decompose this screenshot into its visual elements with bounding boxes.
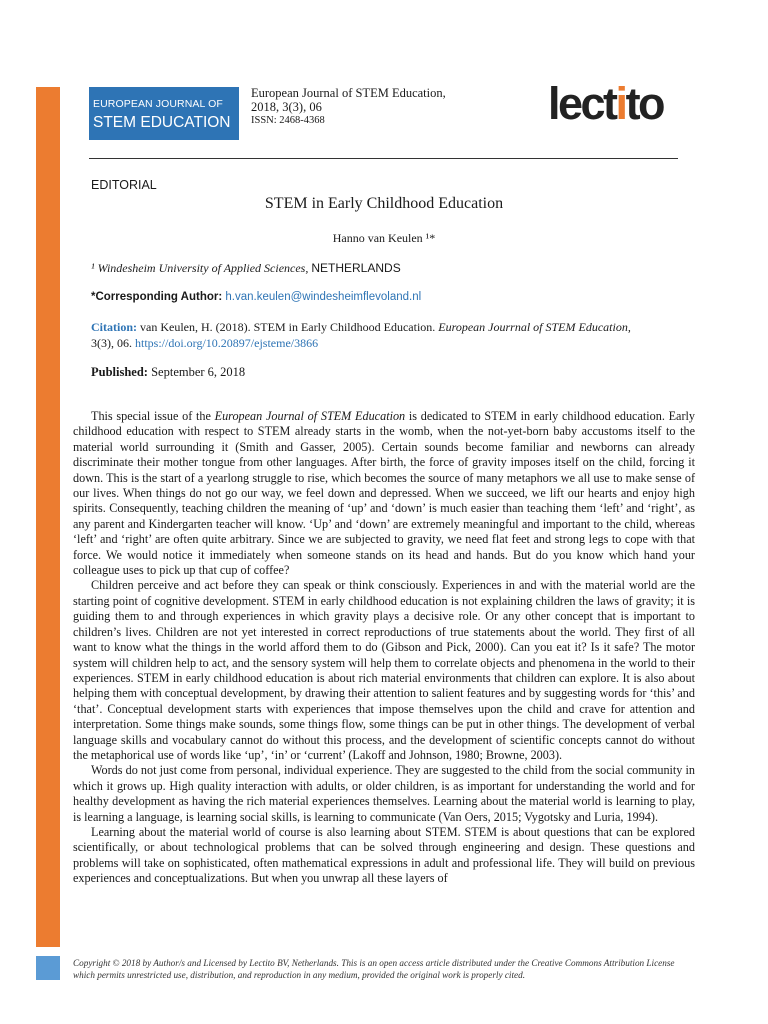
- published-label: Published:: [91, 365, 148, 379]
- article-author: Hanno van Keulen ¹*: [332, 231, 436, 245]
- body-p1-post: is dedicated to STEM in early childhood education. Early childhood education with respect to STEM already starts in the womb, when the not-yet-born baby accustoms itself to the material world surrounding it (Smith and Gasser, 2005). Certain sounds become familiar and newborns can already discriminate their mother tongue from other languages. After birth, the force of gravity imposes itself on the child, forcing it down. This is the start of a yearlong struggle to rise, which becomes the source of many metaphors we all use to make sense of our lives. When things do not go our way, we feel down and depressed. When we succeed, we lift our hearts and enjoy high spirits. Consequently, teaching children the meaning of ‘up’ and ‘down’ is much easier than teaching them ‘left’ and ‘right’, as any parent and Kindergarten teacher will know. ‘Up’ and ‘down’ are extremely meaningful and important to the child, whereas ‘left’ and ‘right’ are often quite arbitrary. Since we are subjected to gravity, we need flat feet and strong legs to cope with that force. We would notice it immediately when someone stands on its head and hands. But do you know which hand your colleague uses to pick up that cup of coffee?: [73, 409, 696, 578]
- journal-logo-line1: EUROPEAN JOURNAL OF: [93, 98, 223, 110]
- body-paragraph-2: Children perceive and act before they can speak or think consciously. Experiences in and with the material world are the starting point of cognitive development. STEM in early childhood education is not explaining children the laws of gravity; it is guiding them to and through experiences in which gravity plays a decisive role. Or any other concept that is important to children’s lives. Children are not yet interested in correct reproductions of true statements about the world. They first of all want to know what the things in the world afford them to do (Gibson and Pick, 2000). Can you eat it? Is it safe? The motor system will children help to act, and the sensory system will help them to correlate objects and phenomena in the world to their experiences. STEM in early childhood education is about rich material environments that children can explore. It is also about helping them with conceptual development, by drawing their attention to salient features and by suggesting words for ‘this’ and ‘that’. Conceptual development starts with experiences that impose themselves upon the child and crave for attention and interpretation. Some things make sounds, some things flow, some things can be put in other things. The development of verbal language skills and vocabulary cannot do without this process, and the development of scientific concepts cannot do without the metaphorical use of words like ‘up’, ‘in’ or ‘current’ (Lakoff and Johnson, 1980; Browne, 2003).: [73, 578, 695, 762]
- body-paragraph-1: [73, 409, 695, 578]
- body-p1-journal: European Journal of STEM Education: [214, 409, 406, 423]
- body-paragraph-3: Words do not just come from personal, individual experience. They are suggested to the child from the social community in which it grows up. High quality interaction with adults, or older children, is as important for understanding the world and for healthy development as having the rich material experiences themselves. Learning about the material world is learning to play, is learning a language, is learning social skills, is learning to communicate (Van Oers, 2015; Vygotsky and Luria, 1994).: [73, 763, 695, 824]
- affiliation: [91, 261, 401, 276]
- journal-meta-issue: 2018, 3(3), 06: [251, 100, 322, 114]
- journal-meta-name: European Journal of STEM Education,: [251, 86, 446, 100]
- publisher-logo-prefix: lect: [548, 78, 616, 129]
- citation-journal: European Jourrnal of STEM Education,: [438, 320, 631, 334]
- affiliation-marker: ¹: [91, 261, 95, 275]
- journal-logo-line2: STEM EDUCATION: [93, 114, 231, 131]
- corresponding-label: *Corresponding Author:: [91, 291, 223, 303]
- corresponding-author: [91, 291, 421, 303]
- journal-logo: [89, 87, 239, 140]
- article-title: STEM in Early Childhood Education: [264, 195, 504, 212]
- journal-meta-issn: ISSN: 2468-4368: [251, 115, 325, 126]
- publisher-logo-suffix: to: [625, 78, 664, 129]
- citation-doi-link[interactable]: https://doi.org/10.20897/ejsteme/3866: [135, 335, 319, 350]
- footer-blue-square: [36, 956, 60, 980]
- citation: [91, 320, 685, 351]
- copyright-notice: Copyright © 2018 by Author/s and Licensed by Lectito BV, Netherlands. This is an open access article distributed under the Creative Commons Attribution License which permits unrestricted use, distribution, and reproduction in any medium, provided the original work is properly cited.: [73, 958, 675, 980]
- corresponding-email-link[interactable]: h.van.keulen@windesheimflevoland.nl: [225, 291, 422, 303]
- body-p1-pre: This special issue of the: [91, 409, 215, 423]
- section-label: EDITORIAL: [91, 178, 157, 192]
- citation-text: van Keulen, H. (2018). STEM in Early Childhood Education.: [140, 320, 436, 334]
- published: [91, 365, 245, 380]
- publisher-logo-accent: i: [615, 78, 626, 129]
- header-divider: [89, 158, 678, 159]
- body-paragraph-4: Learning about the material world of course is also learning about STEM. STEM is about questions that can be explored scientifically, or about technological problems that can be solved through engineering and design. These questions and problems will take on sophisticated, often mathematical expressions in adult and professional life. They will build on previous experiences and conceptualizations. But when you unwrap all these layers of: [73, 824, 695, 886]
- article-body: [73, 409, 695, 887]
- citation-label: Citation:: [91, 320, 137, 334]
- published-date: September 6, 2018: [151, 365, 246, 379]
- affiliation-institution: Windesheim University of Applied Sciences,: [97, 261, 309, 275]
- publisher-logo: [548, 78, 663, 130]
- journal-meta: [251, 86, 446, 128]
- citation-issue: 3(3), 06.: [91, 335, 132, 350]
- orange-side-bar: [36, 87, 60, 947]
- affiliation-country: NETHERLANDS: [311, 261, 401, 275]
